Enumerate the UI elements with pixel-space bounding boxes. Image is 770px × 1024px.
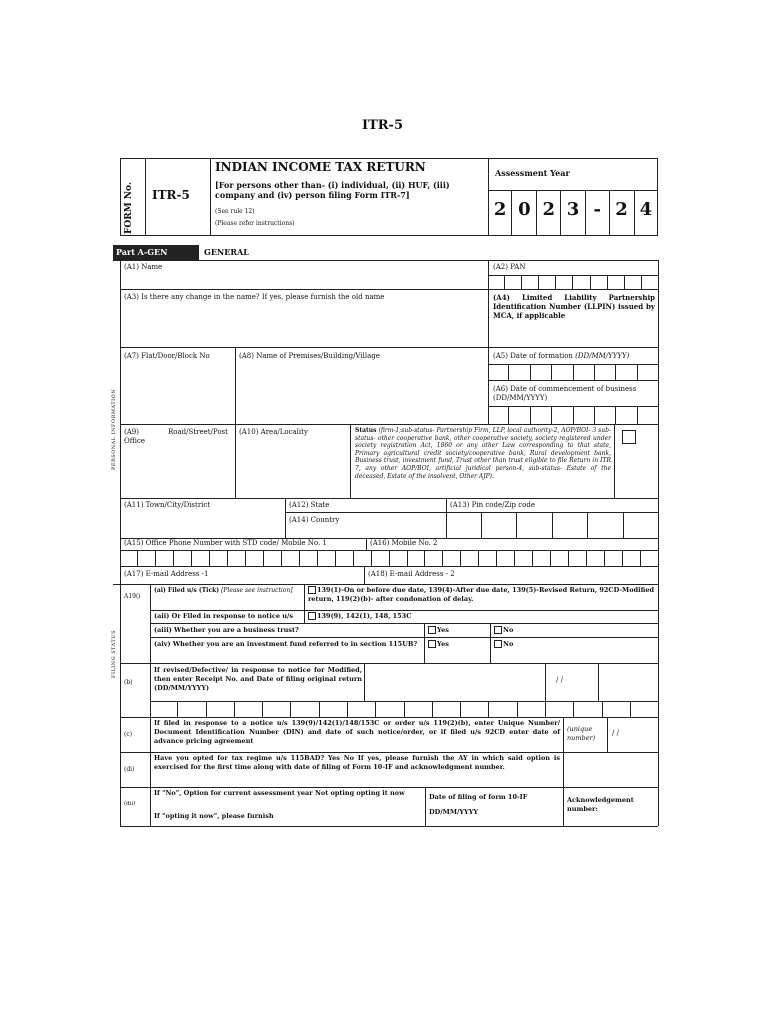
pan-input-grid[interactable] xyxy=(488,275,658,289)
instructions-note: (Please refer instructions) xyxy=(215,220,295,227)
dii-date-10if-label: Date of filing of form 10-IF xyxy=(429,793,528,801)
subtitle: [For persons other than- (i) individual, (ii) HUF, (iii) company and (iv) person filing Form ITR-7] xyxy=(215,180,450,200)
dii-option-text: If "No", Option for current assessment year Not opting opting it now xyxy=(154,789,405,797)
a6-date-grid[interactable] xyxy=(488,406,658,424)
assessment-year-digits: 2 0 2 3 - 2 4 xyxy=(493,199,653,220)
part-name: GENERAL xyxy=(204,247,249,257)
pin-input-grid[interactable] xyxy=(446,512,658,538)
label-a11-town: (A11) Town/City/District xyxy=(124,501,211,509)
label-a13-pin: (A13) Pin code/Zip code xyxy=(450,501,536,509)
side-label-filing: FILING STATUS xyxy=(111,630,117,678)
main-title: INDIAN INCOME TAX RETURN xyxy=(215,160,426,174)
label-a14-country: (A14) Country xyxy=(289,516,340,524)
label-a9-road-text: Road/Street/Post xyxy=(168,428,228,436)
c-notice-text: If filed in response to a notice u/s 139(9)/142(1)/148/153C or order u/s 119(2)(b), enter Unique Number/ Document Identification Number (DIN) and date of such notice/order, or if filed u/s 92CD enter date of advance pricing agreement xyxy=(154,719,560,745)
label-a5-date: (A5) Date of formation (DD/MM/YYYY) xyxy=(493,352,630,360)
dii-code: (dii) xyxy=(124,801,136,807)
dii-date-format[interactable]: DD/MM/YYYY xyxy=(429,808,478,816)
side-label-personal: PERSONAL INFORMATION xyxy=(111,388,117,470)
part-label: Part A-GEN xyxy=(116,247,168,257)
b-receipt-grid[interactable] xyxy=(150,701,658,717)
a19-code: A19(i xyxy=(124,593,141,600)
aiii-business-trust: (aiii) Whether you are a business trust? xyxy=(154,626,299,634)
see-rule: (See rule 12) xyxy=(215,208,255,215)
label-a17-email: (A17) E-mail Address -1 xyxy=(124,570,209,578)
aiii-no[interactable]: No xyxy=(494,626,513,635)
label-a16-mobile: (A16) Mobile No. 2 xyxy=(370,539,438,547)
aiv-investment-fund: (aiv) Whether you are an investment fund referred to in section 115UB? xyxy=(154,640,418,648)
di-code: (di) xyxy=(124,766,135,773)
label-a1-name: (A1) Name xyxy=(124,263,163,271)
aiv-no[interactable]: No xyxy=(494,640,513,649)
label-a7-flat: (A7) Flat/Door/Block No xyxy=(124,352,210,360)
phone-input-grid[interactable] xyxy=(120,550,658,566)
label-a8-premises: (A8) Name of Premises/Building/Village xyxy=(239,352,380,360)
dii-furnish-text: If "opting it now", please furnish xyxy=(154,812,274,820)
form-no-label: FORM No. xyxy=(124,181,134,234)
label-a9-office: Office xyxy=(124,437,146,445)
doc-title: ITR-5 xyxy=(362,118,403,133)
a5-date-grid[interactable] xyxy=(488,364,658,380)
label-a15-office-phone: (A15) Office Phone Number with STD code/ Mobile No. 1 xyxy=(124,539,327,547)
label-a2-pan: (A2) PAN xyxy=(493,263,526,271)
c-date-sep[interactable]: / / xyxy=(612,729,619,737)
assessment-year-label: Assessment Year xyxy=(495,168,570,178)
c-code: (c) xyxy=(124,731,133,738)
ai-filed-options[interactable]: 139(1)-On or before due date, 139(4)-After due date, 139(5)-Revised Return, 92CD-Modified return, 119(2)(b)- after condonation of delay. xyxy=(308,586,654,603)
label-a12-state: (A12) State xyxy=(289,501,330,509)
status-code-box[interactable] xyxy=(622,430,636,444)
label-a3-old-name: (A3) Is there any change in the name? If yes, please furnish the old name xyxy=(124,293,385,301)
aii-notice-options[interactable]: 139(9), 142(1), 148, 153C xyxy=(308,612,411,621)
label-a10-area: (A10) Area/Locality xyxy=(239,428,308,436)
b-code: (b) xyxy=(124,679,133,686)
b-date-sep[interactable]: / / xyxy=(556,676,563,684)
label-a6-commencement: (A6) Date of commencement of business (DD/MM/YYYY) xyxy=(493,385,637,402)
form-name: ITR-5 xyxy=(152,188,190,202)
status-description: Status (firm-1;sub-status- Partnership Firm, LLP, local authority-2, AOP/BOI- 3 sub-status- other cooperative bank, other cooperative society, society registered under society registration Act, 1860 or any other Law corresponding to that state, Primary agricultural credit society/cooperative bank, Rural development bank, Business trust, investment fund, Trust other than trust eligible to file Return in ITR 7, any other AOP/BOI, artificial juridical person-4, sub-status- Estate of the deceased, Estate of the insolvent, Other AJP). xyxy=(355,427,611,480)
aii-notice-label: (aii) Or Filed in response to notice u/s xyxy=(154,612,294,620)
b-revised-text: If revised/Defective/ in response to notice for Modified, then enter Receipt No. and Date of filing original return (DD/MM/YYYY) xyxy=(154,666,362,692)
aiv-yes[interactable]: Yes xyxy=(428,640,449,649)
ai-filed-label: (ai) Filed u/s (Tick) [Please see instruction] xyxy=(154,587,293,594)
dii-ack-number[interactable]: Acknowledgement number: xyxy=(567,796,634,813)
di-115bad-text: Have you opted for tax regime u/s 115BAD? Yes No If yes, please furnish the AY in which said option is exercised for the first time along with date of filing of Form 10-IF and acknowledgment number. xyxy=(154,754,560,771)
c-unique-number: (unique number) xyxy=(567,725,596,742)
label-a9-code: (A9) xyxy=(124,428,139,436)
aiii-yes[interactable]: Yes xyxy=(428,626,449,635)
label-a18-email: (A18) E-mail Address - 2 xyxy=(368,570,455,578)
label-a4-llpin: (A4) Limited Liability Partnership Identification Number (LLPIN) issued by MCA, if applicable xyxy=(493,293,655,320)
